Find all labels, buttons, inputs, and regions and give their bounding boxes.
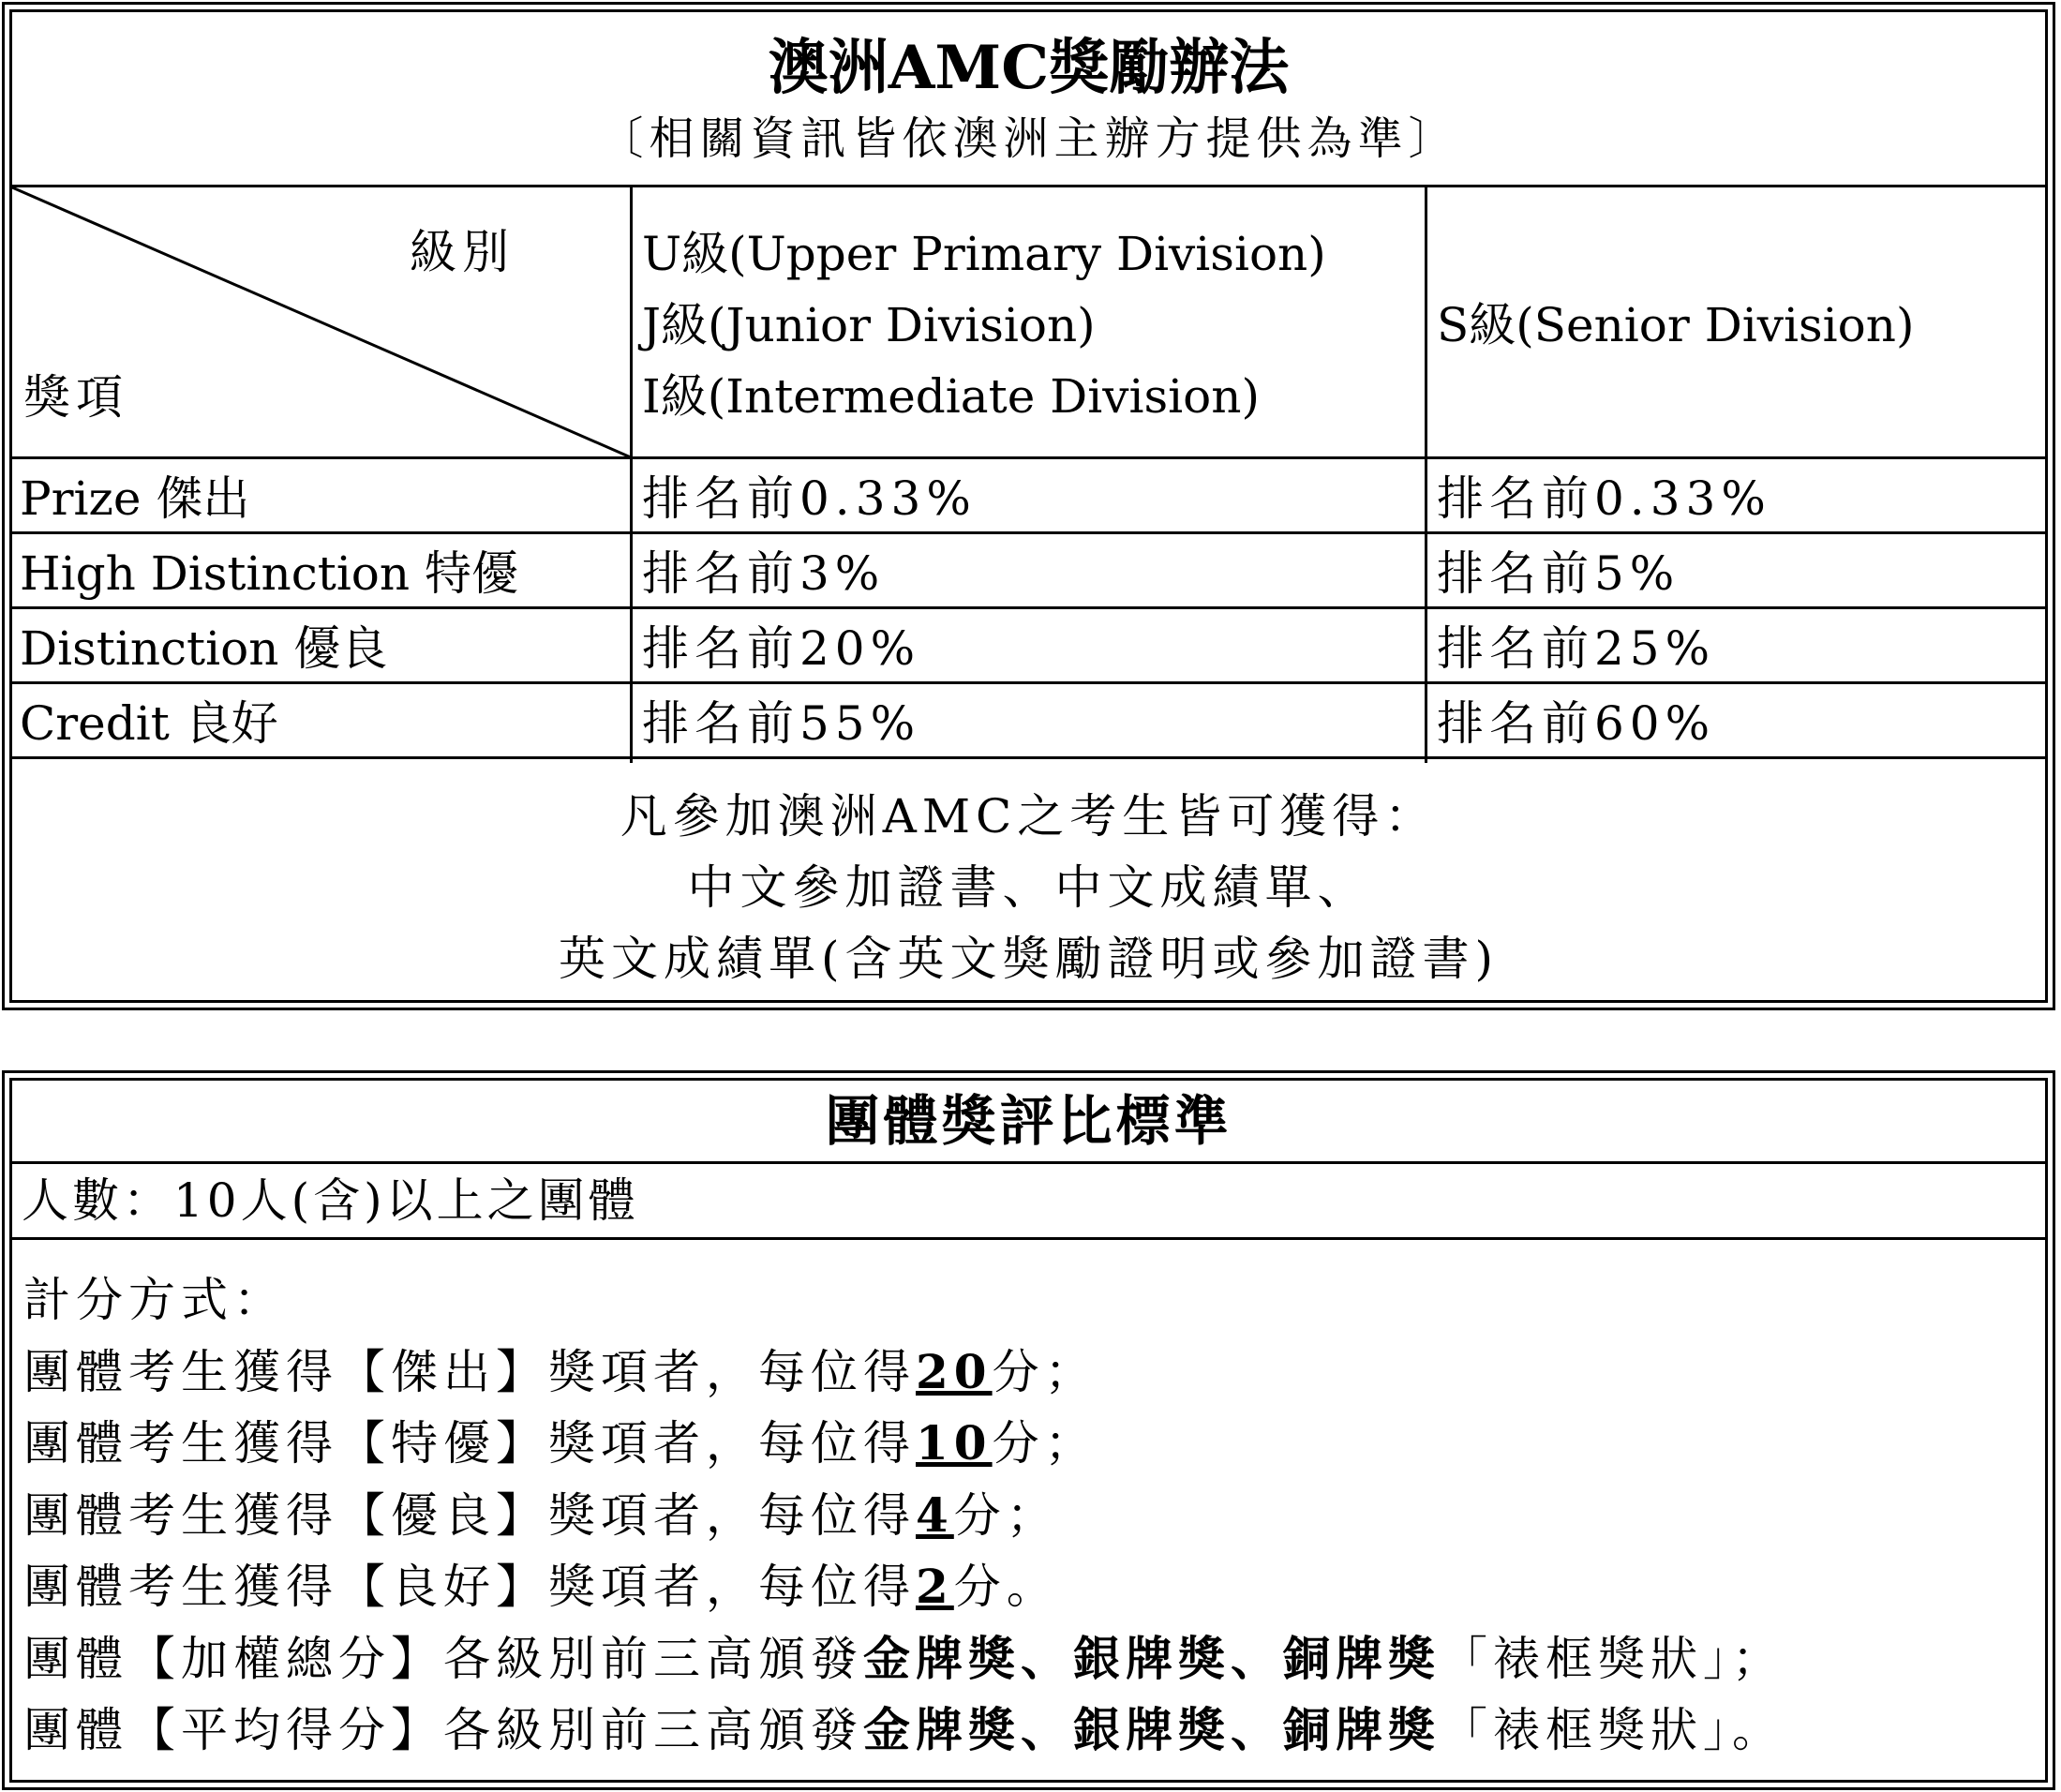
- point-rule-text: 團體考生獲得【傑出】獎項者，每位得: [23, 1344, 916, 1399]
- awards-title-block: [12, 12, 2045, 187]
- row-divider: [12, 756, 2045, 759]
- medal-rule-text: 團體【加權總分】各級別前三高頒發: [23, 1631, 863, 1686]
- point-rule-text: 團體考生獲得【良好】獎項者，每位得: [23, 1560, 916, 1614]
- senior-cutoff-high-distinction: 排名前5%: [1437, 546, 1680, 601]
- row-divider: [12, 681, 2045, 684]
- header-senior: S級(Senior Division): [1437, 298, 1915, 352]
- medal-rule-suffix: 「裱框獎狀」。: [1441, 1703, 1785, 1757]
- medal-names: 金牌獎、銀牌獎、銅牌獎: [863, 1630, 1441, 1686]
- point-rule: [23, 1408, 1785, 1480]
- point-rule-suffix: 分；: [953, 1487, 1059, 1543]
- header-uji-line-2: J級(Junior Division): [642, 298, 1096, 352]
- point-rule-suffix: 分；: [992, 1344, 1098, 1399]
- medal-rule: [23, 1623, 1785, 1695]
- uji-cutoff-distinction: 排名前20%: [642, 621, 921, 676]
- senior-cutoff-credit: 排名前60%: [1437, 696, 1716, 751]
- corner-label-award: 獎項: [23, 370, 128, 425]
- medal-rule-suffix: 「裱框獎狀」；: [1441, 1631, 1785, 1686]
- point-rule: [23, 1551, 1785, 1623]
- participation-note: [12, 781, 2045, 994]
- awards-subtitle: 〔相關資訊皆依澳洲主辦方提供為準〕: [598, 112, 1459, 165]
- point-rule: [23, 1337, 1785, 1409]
- team-headcount: 人數：10人(含)以上之團體: [12, 1164, 2045, 1240]
- award-name-credit: Credit 良好: [20, 696, 278, 751]
- header-uji-line-1: U級(Upper Primary Division): [642, 227, 1326, 281]
- point-value: 2: [916, 1559, 954, 1614]
- participation-note-line: 英文成績單(含英文獎勵證明或參加證書): [558, 932, 1499, 986]
- uji-cutoff-credit: 排名前55%: [642, 696, 921, 751]
- medal-rule-text: 團體【平均得分】各級別前三高頒發: [23, 1703, 863, 1757]
- senior-cutoff-distinction: 排名前25%: [1437, 621, 1716, 676]
- col-divider-2: [1425, 185, 1427, 763]
- row-divider: [12, 531, 2045, 534]
- point-rule-text: 團體考生獲得【優良】獎項者，每位得: [23, 1487, 916, 1543]
- awards-table: [2, 2, 2055, 1010]
- scoring-label: 計分方式：: [23, 1273, 286, 1327]
- point-rule-suffix: 分；: [992, 1416, 1098, 1471]
- point-value: 4: [916, 1486, 954, 1543]
- uji-cutoff-prize: 排名前0.33%: [642, 471, 977, 526]
- row-divider: [12, 606, 2045, 609]
- award-name-high-distinction: High Distinction 特優: [20, 546, 519, 601]
- team-award-table: [2, 1070, 2055, 1790]
- medal-names: 金牌獎、銀牌獎、銅牌獎: [863, 1702, 1441, 1757]
- team-scoring-rules: [23, 1264, 1785, 1767]
- award-name-distinction: Distinction 優良: [20, 621, 388, 676]
- point-rule: [23, 1480, 1785, 1552]
- point-rule-suffix: 分。: [953, 1560, 1059, 1614]
- header-uji-line-3: I級(Intermediate Division): [642, 369, 1260, 424]
- corner-label-level: 級別: [410, 225, 515, 279]
- medal-rule: [23, 1695, 1785, 1767]
- award-name-prize: Prize 傑出: [20, 471, 250, 526]
- awards-title: 澳洲AMC獎勵辦法: [768, 33, 1290, 103]
- uji-cutoff-high-distinction: 排名前3%: [642, 546, 886, 601]
- participation-note-line: 凡參加澳洲AMC之考生皆可獲得：: [620, 789, 1438, 844]
- row-divider: [12, 456, 2045, 459]
- point-value: 10: [916, 1415, 993, 1471]
- senior-cutoff-prize: 排名前0.33%: [1437, 471, 1771, 526]
- team-award-title: 團體獎評比標準: [12, 1081, 2045, 1164]
- participation-note-line: 中文參加證書、中文成績單、: [687, 860, 1370, 915]
- point-value: 20: [916, 1343, 993, 1399]
- point-rule-text: 團體考生獲得【特優】獎項者，每位得: [23, 1416, 916, 1471]
